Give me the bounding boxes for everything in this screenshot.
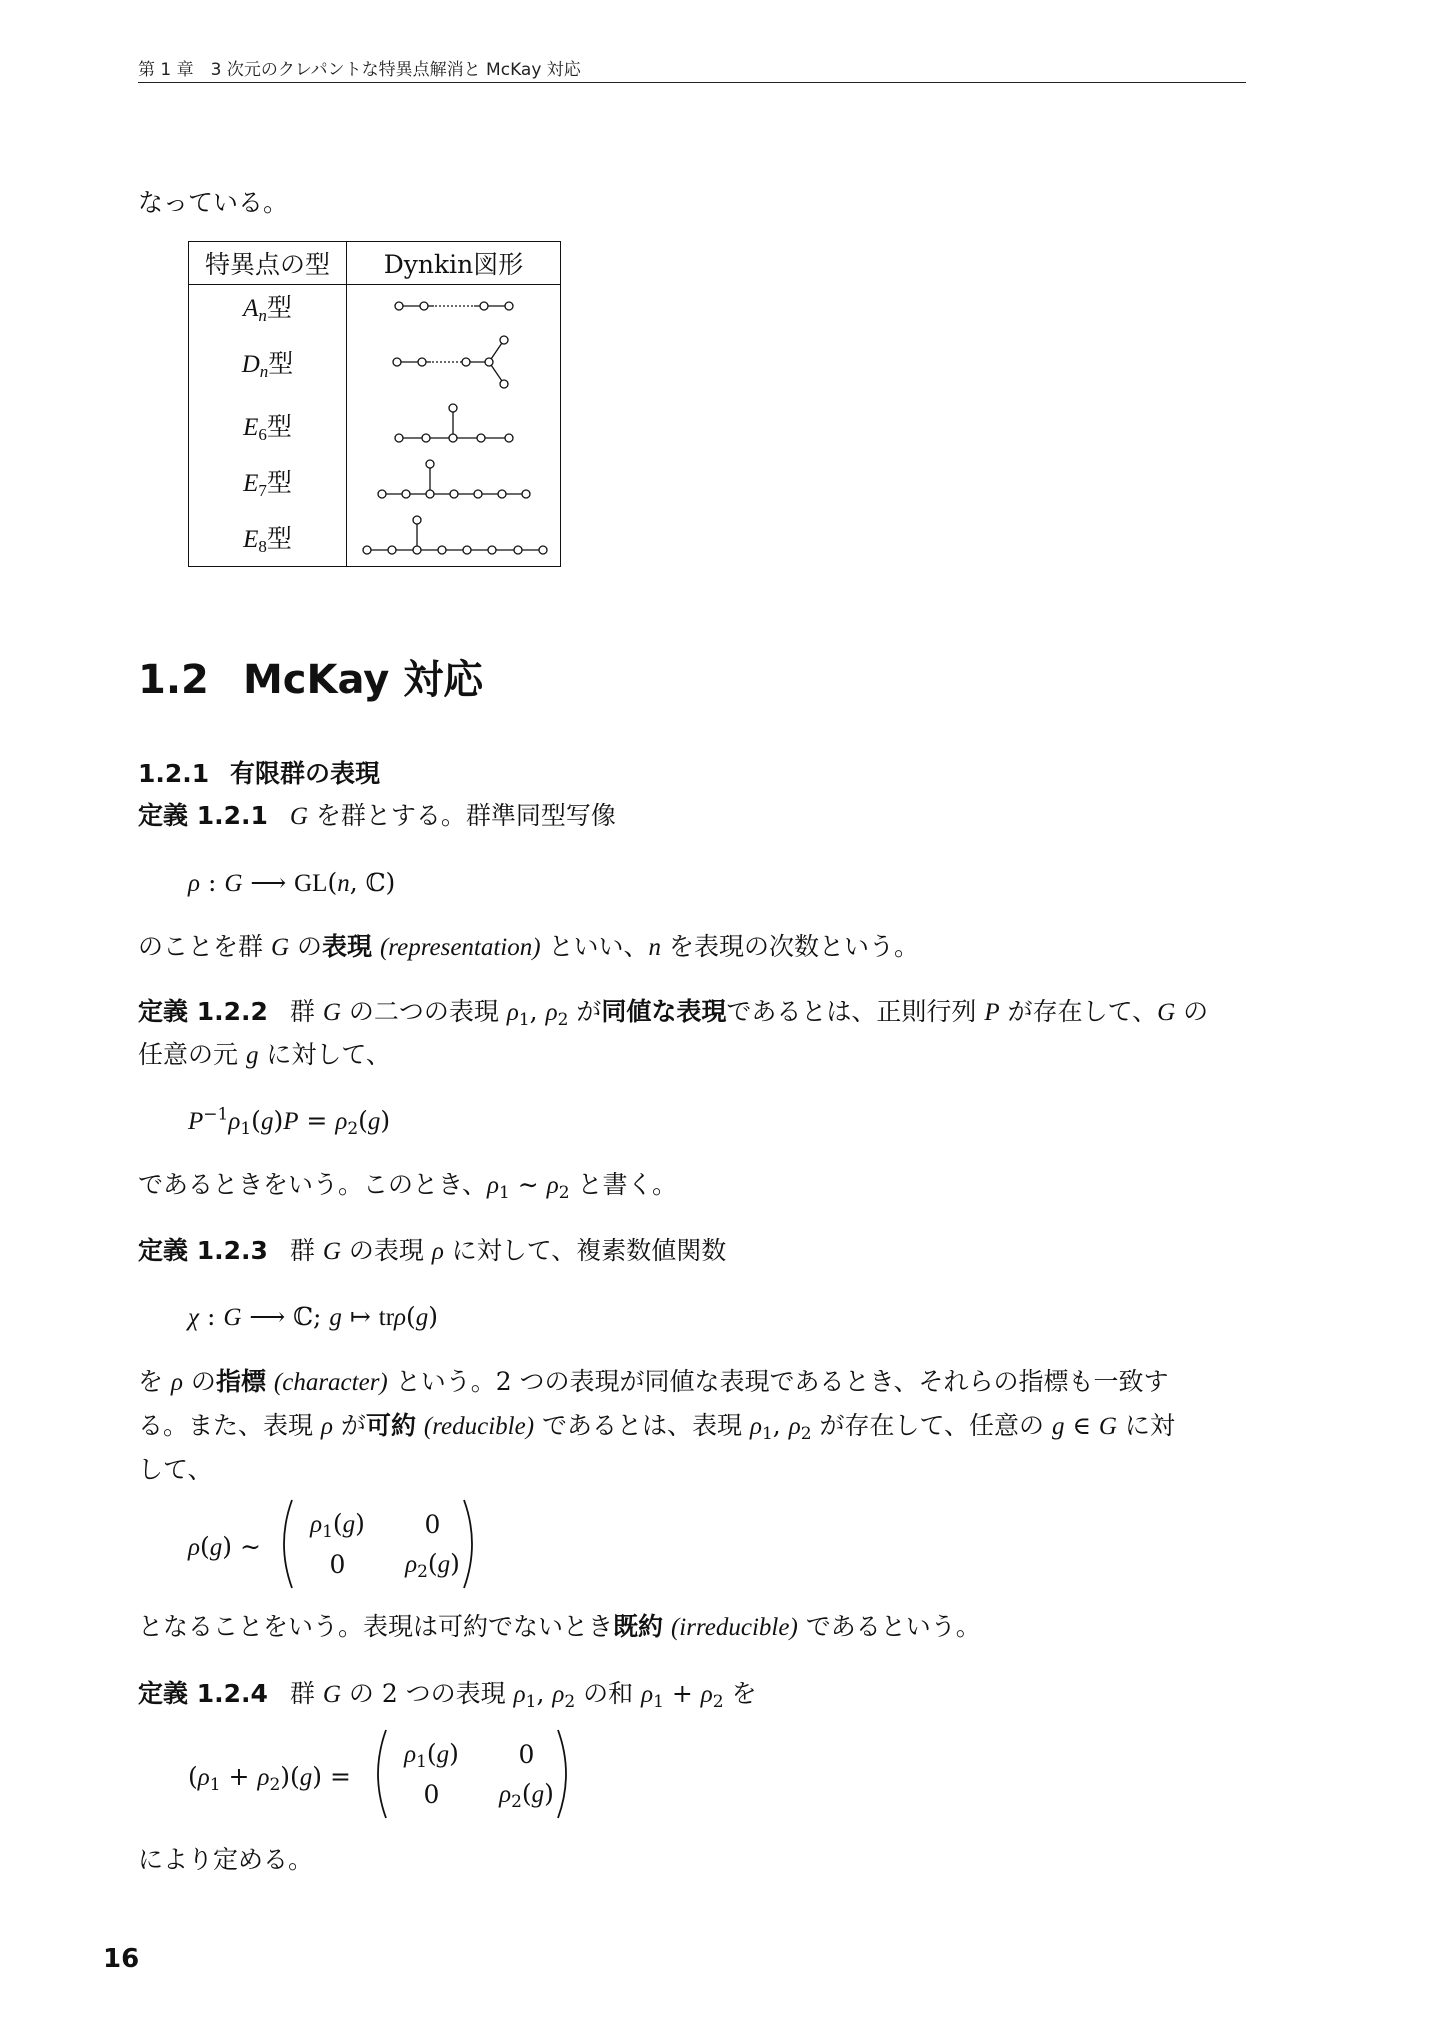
def3-para-line1: を ρ の指標 (character) という。2 つの表現が同値な表現であるとき、それらの指標も一致す: [138, 1367, 1169, 1396]
def4-line1: 定義 1.2.4 群 G の 2 つの表現 $\rho_1$, $\rho_2$ の和 $\rho_1 + \rho_2$ を: [138, 1679, 757, 1712]
def1-after: のことを群 G の表現 (representation) といい、n を表現の次数という。: [138, 932, 920, 961]
section-title: 1.2 McKay 対応: [138, 657, 484, 703]
dynkin-e7-icon: [347, 453, 561, 509]
def2-formula: $P^{-1}\rho_1(g)P = \rho_2(g)$: [188, 1104, 391, 1139]
table-row-type: $E_8$型: [189, 509, 347, 567]
dynkin-d-icon: [347, 327, 561, 397]
running-head: 第 1 章 3 次元のクレパントな特異点解消と McKay 対応: [138, 60, 581, 80]
def2-line1: 定義 1.2.2 群 G の二つの表現 $\rho_1$, $\rho_2$ が同値な表現であるとは、正則行列 P が存在して、G の: [138, 997, 1209, 1030]
def1-formula: ρ : G ⟶ GL(n, ℂ): [188, 868, 396, 897]
def4-matrix-lhs: $(\rho_1 + \rho_2)(g)$ =: [188, 1762, 351, 1795]
dynkin-e6-icon: [347, 397, 561, 453]
def3-after: となることをいう。表現は可約でないとき既約 (irreducible) であるという。: [138, 1612, 981, 1641]
table-header-diagram: Dynkin図形: [347, 242, 561, 285]
dynkin-e8-icon: [347, 509, 561, 567]
table-row-type: $E_7$型: [189, 453, 347, 509]
def1-line1: 定義 1.2.1 G を群とする。群準同型写像: [138, 801, 616, 830]
table-row-type: $D_n$型: [189, 327, 347, 397]
header-rule: [138, 82, 1246, 83]
def2-line2: 任意の元 g に対して、: [138, 1040, 391, 1069]
def3-formula: χ : G ⟶ ℂ; g ↦ trρ(g): [188, 1302, 439, 1331]
table-row-type: $A_n$型: [189, 285, 347, 327]
def3-matrix-lhs: ρ(g) ∼: [188, 1532, 261, 1561]
dynkin-table: [188, 241, 561, 567]
page-number: 16: [103, 1944, 140, 1974]
intro-line: なっている。: [138, 188, 289, 217]
table-header-type: 特異点の型: [189, 242, 347, 285]
def3-para-line3: して、: [138, 1455, 213, 1484]
table-row-type: $E_6$型: [189, 397, 347, 453]
subsection-title: 1.2.1 有限群の表現: [138, 759, 381, 788]
def3-line1: 定義 1.2.3 群 G の表現 ρ に対して、複素数値関数: [138, 1236, 727, 1265]
def4-after: により定める。: [138, 1845, 314, 1874]
dynkin-a-icon: [347, 285, 561, 327]
def3-para-line2: る。また、表現 ρ が可約 (reducible) であるとは、表現 $\rho_1$, $\rho_2$ が存在して、任意の g ∈ G に対: [138, 1411, 1175, 1444]
def2-after: であるときをいう。このとき、$\rho_1$ ∼ $\rho_2$ と書く。: [138, 1170, 677, 1203]
